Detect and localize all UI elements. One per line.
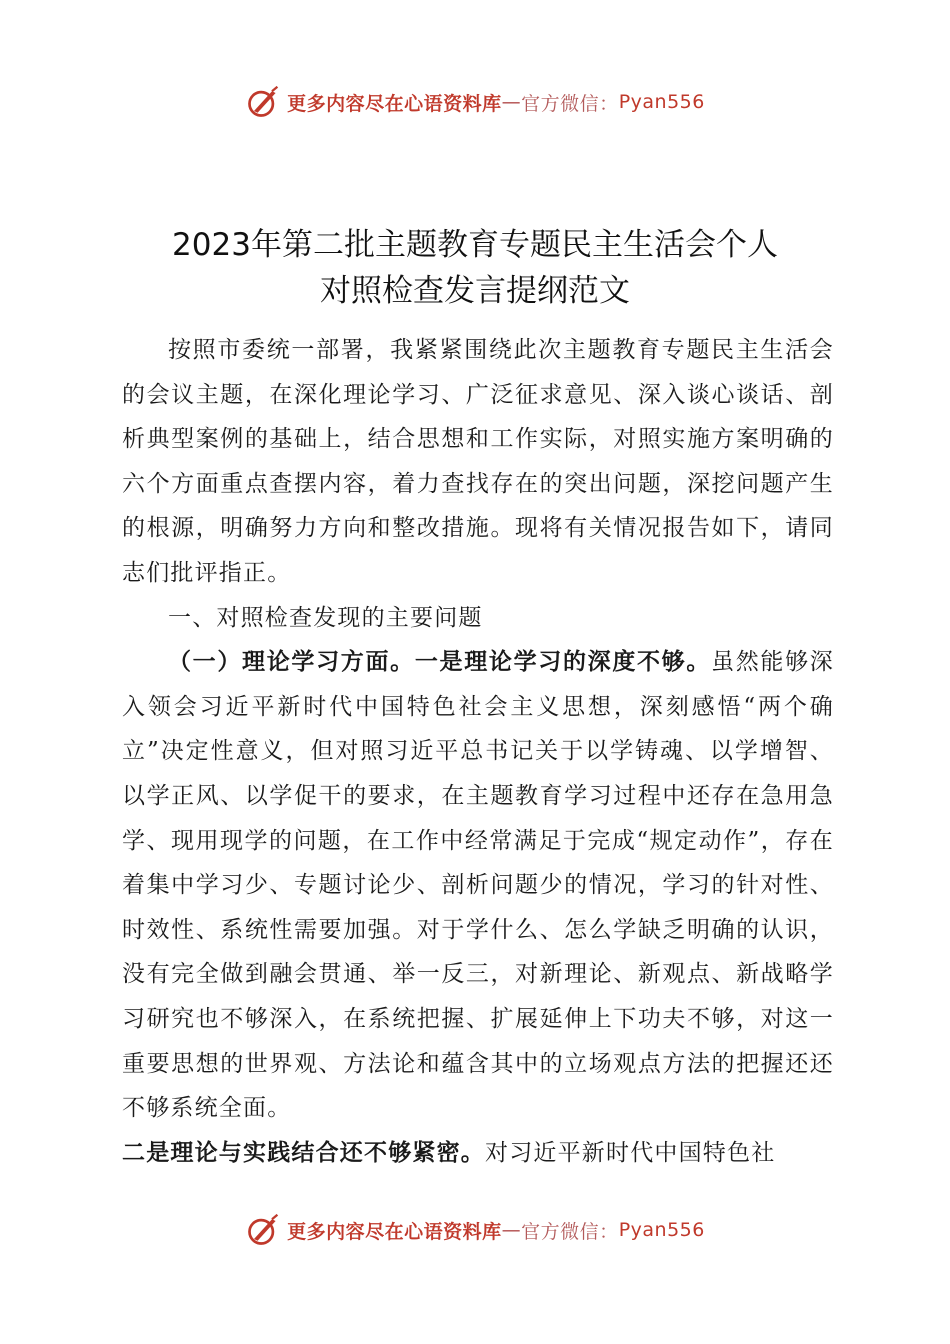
footer-banner-dash: — [501,1219,522,1241]
point-1-text: 虽然能够深入领会习近平新时代中国特色社会主义思想，深刻感悟“两个确立”决定性意义，但对照习近平总书记关于以学铸魂、以学增智、以学正风、以学促干的要求，在主题教育学习过程中还存在急用急学、现用现学的问题，在工作中经常满足于完成“规定动作”，存在着集中学习少、专题讨论少、剖析问题少的情况，学习的针对性、时效性、系统性需要加强。对于学什么、怎么学缺乏明确的认识，没有完全做到融会贯通、举一反三，对新理论、新观点、新战略学习研究也不够深入，在系统把握、扩展延伸上下功夫不够，对这一重要思想的世界观、方法论和蕴含其中的立场观点方法的把握还还不够系统全面。 [122,649,834,1122]
point-2-text: 对习近平新时代中国特色社 [485,1139,776,1166]
document-title [60,222,890,314]
section-1-heading: 一、对照检查发现的主要问题 [168,604,483,631]
pen-logo-icon [245,1212,281,1248]
footer-banner [0,1210,950,1250]
header-banner-wechat-label: 官方微信： [521,92,619,115]
footer-banner-site: 更多内容尽在心语资料库 [287,1220,502,1243]
footer-banner-wechat-label: 官方微信： [521,1220,619,1243]
document-body [122,328,834,1175]
pen-logo-icon [245,84,281,120]
intro-paragraph: 按照市委统一部署，我紧紧围绕此次主题教育专题民主生活会的会议主题，在深化理论学习、广泛征求意见、深入谈心谈话、剖析典型案例的基础上，结合思想和工作实际，对照实施方案明确的六个方面重点查摆内容，着力查找存在的突出问题，深挖问题产生的根源，明确努力方向和整改措施。现将有关情况报告如下，请同志们批评指正。 [122,337,834,586]
title-line-1: 2023年第二批主题教育专题民主生活会个人 [172,227,778,263]
subsection-1-heading: （一）理论学习方面。 [168,649,415,676]
header-banner-site: 更多内容尽在心语资料库 [287,92,502,115]
point-1-heading: 一是理论学习的深度不够。 [414,649,712,676]
header-banner-dash: — [501,91,522,113]
section-1-paragraph-1 [122,640,834,1131]
point-2-heading: 二是理论与实践结合还不够紧密。 [122,1139,485,1166]
footer-banner-wechat-id: Pyan556 [618,1219,705,1241]
header-banner [0,82,950,122]
header-banner-wechat-id: Pyan556 [618,91,705,113]
section-1-paragraph-2 [122,1131,834,1176]
title-line-2: 对照检查发言提纲范文 [320,273,630,309]
